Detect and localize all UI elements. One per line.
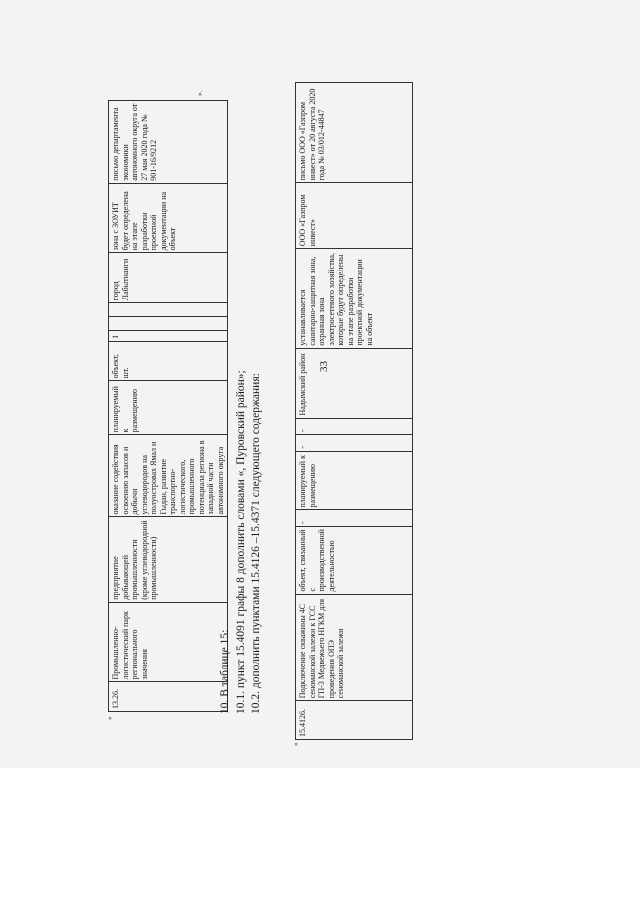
cell-location: город Лабытнанги [109,253,228,303]
cell-status: планируемый к размещению [109,381,228,435]
cell-name: Подключение скважины 4С сеноманской залежи к ГСС ГП-3 Медвежьего НГКМ для проведения ОПЭ сеноманской залежи [296,594,413,701]
cell-org: ООО «Газпром инвест» [296,183,413,249]
cell-qty: 1 [109,331,228,342]
cell-name: Промышленно-логистический парк регионального значения [109,602,228,682]
cell-type: объект, связанный с производственной деятельностью [296,527,413,594]
cell-type: предприятие добывающей промышленности (кроме углеводородной промышленности) [109,517,228,602]
open-quote-top: « [106,716,114,720]
close-quote-top: ». [196,90,204,96]
instruction-line-3: 10.2. дополнить пунктами 15.4126 –15.4371 следующего содержания: [250,373,262,714]
cell-basis: письмо департамента экономики автономного округа от 27 мая 2020 года № 901-16/9212 [109,101,228,184]
cell-purpose: оказание содействия освоению запасов и добычи углеводородов на полуостровах Ямал и Гыдан, развитие транспортно-логистического, промышленного потенциала региона в западной части автономного округа [109,435,228,517]
instruction-line-2: 10.1. пункт 15.4091 графы 8 дополнить словами «, Пуровский район»; [234,370,247,714]
cell-location: Надымский район [296,348,413,418]
cell-basis: письмо ООО «Газпром инвест» от 20 августа 2020 года № 03/012-44847 [296,83,413,183]
top-table [108,100,228,712]
table-row [109,101,228,712]
table-row [296,83,413,740]
cell-zone: зона с ЗОУИТ будет определена на этапе разработки проектной документации на объект [109,183,228,253]
cell-num: 15.4126. [296,701,413,740]
bottom-table [295,82,413,740]
cell-dash: - [296,435,413,452]
open-quote-bottom: « [292,742,300,746]
cell-status: планируемый к размещению [296,451,413,510]
cell-zone: устанавливается санитарно-защитная зона, охранная зона электросетевого хозяйства, которые будут определены на этапе разработки проектной документации на объект [296,249,413,348]
rotated-content [100,40,374,746]
instruction-line-1: 10. В таблице 15: [219,629,231,714]
cell-num: 13.26. [109,682,228,712]
cell-dash: - [296,510,413,527]
cell-dash: - [296,418,413,435]
instructions [218,74,265,714]
page-number: 33 [318,361,330,372]
cell-unit: объект, шт. [109,341,228,381]
